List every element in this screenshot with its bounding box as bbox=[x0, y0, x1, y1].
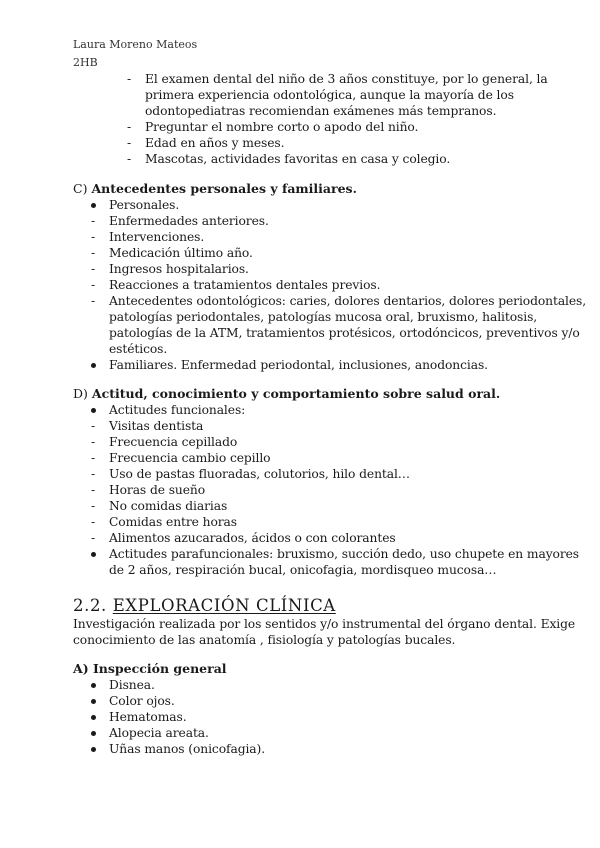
bullet-marker bbox=[91, 363, 96, 368]
list-item-line: Alimentos azucarados, ácidos o con colorantes bbox=[109, 531, 396, 545]
list-item: Alopecia areata. bbox=[109, 726, 209, 740]
section-2-2-number: 2.2. bbox=[73, 596, 107, 615]
section-d-heading: D) Actitud, conocimiento y comportamiento sobre salud oral. bbox=[73, 386, 501, 401]
list-item-line: El examen dental del niño de 3 años constituye, por lo general, la bbox=[145, 72, 548, 86]
dash-marker: - bbox=[91, 214, 96, 228]
paragraph-line: Investigación realizada por los sentidos y/o instrumental del órgano dental. Exige bbox=[73, 617, 576, 631]
section-d-marker: D) bbox=[73, 386, 88, 401]
list-item-line: No comidas diarias bbox=[109, 499, 228, 513]
bullet-marker bbox=[91, 731, 96, 736]
bullet-marker bbox=[91, 747, 96, 752]
dash-marker: - bbox=[91, 294, 96, 308]
list-item-line: Medicación último año. bbox=[109, 246, 253, 260]
list-item-line: Enfermedades anteriores. bbox=[109, 214, 269, 228]
bullet-marker bbox=[91, 203, 96, 208]
dash-marker: - bbox=[91, 483, 96, 497]
list-item-line: Frecuencia cepillado bbox=[109, 435, 238, 449]
list-item-line: Ingresos hospitalarios. bbox=[109, 262, 249, 276]
section-d-title: Actitud, conocimiento y comportamiento sobre salud oral bbox=[91, 386, 496, 401]
dash-marker: - bbox=[91, 419, 96, 433]
list-item: Uñas manos (onicofagia). bbox=[109, 742, 266, 756]
paragraph-line: conocimiento de las anatomía , fisiología y patologías bucales. bbox=[73, 633, 456, 647]
list-item-line: Comidas entre horas bbox=[109, 515, 237, 529]
dash-marker: - bbox=[91, 278, 96, 292]
section-c-marker: C) bbox=[73, 181, 88, 196]
dash-marker: - bbox=[91, 246, 96, 260]
list-item-line: de 2 años, respiración bucal, onicofagia, mordisqueo mucosa… bbox=[109, 563, 497, 577]
list-item-line: Intervenciones. bbox=[109, 230, 205, 244]
section-c-heading: C) Antecedentes personales y familiares. bbox=[73, 181, 357, 196]
dash-marker: - bbox=[91, 467, 96, 481]
bullet-marker bbox=[91, 552, 96, 557]
list-item-line: Actitudes parafuncionales: bruxismo, succión dedo, uso chupete en mayores bbox=[109, 547, 580, 561]
dash-marker: - bbox=[91, 451, 96, 465]
section-a-title: A) Inspección general bbox=[73, 661, 227, 676]
list-item-line: patologías de la ATM, tratamientos protésicos, ortodóncicos, preventivos y/o bbox=[109, 326, 580, 340]
list-item-line: Reacciones a tratamientos dentales previos. bbox=[109, 278, 381, 292]
dash-marker: - bbox=[127, 136, 132, 150]
list-item: Hematomas. bbox=[109, 710, 187, 724]
header-group: 2HB bbox=[73, 56, 98, 69]
dash-marker: - bbox=[127, 152, 132, 166]
dash-marker: - bbox=[91, 262, 96, 276]
list-item-line: odontopediatras recomiendan exámenes más tempranos. bbox=[145, 104, 497, 118]
section-c-title: Antecedentes personales y familiares bbox=[91, 181, 353, 196]
bullet-marker bbox=[91, 715, 96, 720]
list-item-line: Familiares. Enfermedad periodontal, inclusiones, anodoncias. bbox=[109, 358, 488, 372]
list-item-line: Actitudes funcionales: bbox=[109, 403, 246, 417]
section-2-2-title: EXPLORACIÓN CLÍNICA bbox=[112, 596, 336, 615]
list-item-line: Frecuencia cambio cepillo bbox=[109, 451, 271, 465]
list-item-line: estéticos. bbox=[109, 342, 168, 356]
list-item-line: Mascotas, actividades favoritas en casa y colegio. bbox=[145, 152, 451, 166]
list-item-line: patologías periodontales, patologías mucosa oral, bruxismo, halitosis, bbox=[109, 310, 538, 324]
list-item-line: Personales. bbox=[109, 198, 180, 212]
section-2-2-heading bbox=[73, 596, 336, 616]
list-item-line: Preguntar el nombre corto o apodo del niño. bbox=[145, 120, 419, 134]
header-author: Laura Moreno Mateos bbox=[73, 38, 198, 51]
list-item-line: Visitas dentista bbox=[109, 419, 204, 433]
bullet-marker bbox=[91, 699, 96, 704]
section-a-heading bbox=[73, 661, 227, 677]
list-item: Disnea. bbox=[109, 678, 155, 692]
bullet-marker bbox=[91, 683, 96, 688]
list-item-line: Antecedentes odontológicos: caries, dolores dentarios, dolores periodontales, bbox=[109, 294, 587, 308]
dash-marker: - bbox=[91, 230, 96, 244]
list-item-line: Horas de sueño bbox=[109, 483, 206, 497]
list-item-line: Edad en años y meses. bbox=[145, 136, 285, 150]
dash-marker: - bbox=[127, 72, 132, 86]
list-item-line: Uso de pastas fluoradas, colutorios, hilo dental… bbox=[109, 467, 410, 481]
bullet-marker bbox=[91, 408, 96, 413]
dash-marker: - bbox=[91, 499, 96, 513]
dash-marker: - bbox=[91, 515, 96, 529]
list-item: Color ojos. bbox=[109, 694, 175, 708]
dash-marker: - bbox=[127, 120, 132, 134]
dash-marker: - bbox=[91, 531, 96, 545]
list-item-line: primera experiencia odontológica, aunque la mayoría de los bbox=[145, 88, 514, 102]
dash-marker: - bbox=[91, 435, 96, 449]
